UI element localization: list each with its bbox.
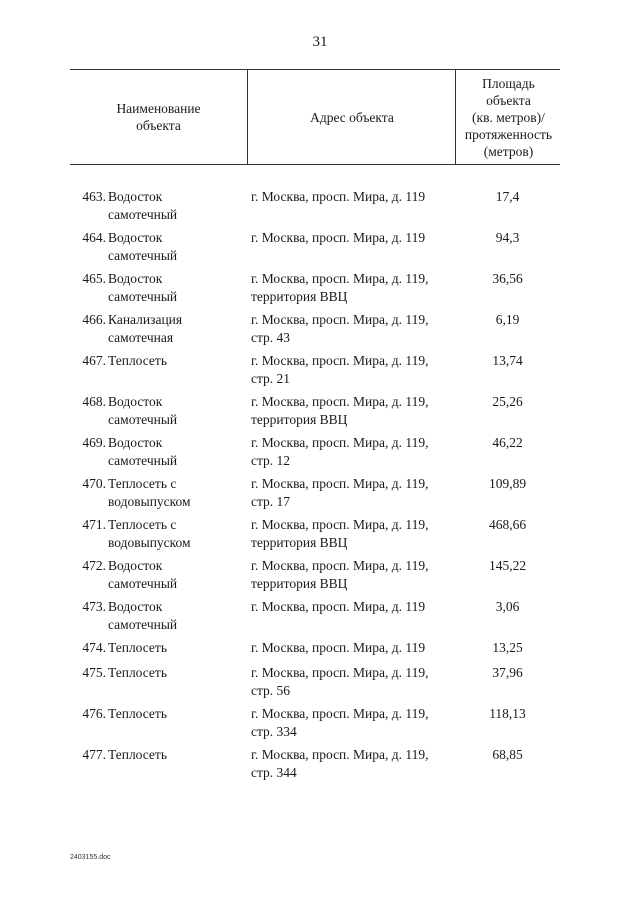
row-number: 472. (82, 558, 106, 573)
object-address: г. Москва, просп. Мира, д. 119 (251, 189, 426, 204)
row-number: 469. (82, 435, 106, 450)
object-value: 145,22 (488, 558, 527, 573)
object-name: Канализация самотечная (108, 312, 183, 345)
header-address-label: Адрес объекта (310, 109, 394, 125)
object-address: г. Москва, просп. Мира, д. 119, стр. 17 (251, 476, 429, 509)
object-value: 36,56 (492, 271, 523, 286)
object-name: Водосток самотечный (108, 435, 178, 468)
object-address: г. Москва, просп. Мира, д. 119 (251, 230, 426, 245)
object-value: 46,22 (492, 435, 523, 450)
object-name: Водосток самотечный (108, 271, 178, 304)
object-value: 6,19 (495, 312, 520, 327)
object-value: 68,85 (492, 747, 523, 762)
row-number: 466. (82, 312, 106, 327)
header-cell-value (455, 70, 561, 164)
row-number: 476. (82, 706, 106, 721)
object-name: Теплосеть (108, 640, 167, 655)
object-name: Водосток самотечный (108, 558, 178, 591)
row-number: 473. (82, 599, 106, 614)
object-name: Теплосеть (108, 747, 167, 762)
object-address: г. Москва, просп. Мира, д. 119, стр. 56 (251, 665, 429, 698)
object-address: г. Москва, просп. Мира, д. 119, стр. 344 (251, 747, 429, 780)
object-value: 109,89 (488, 476, 527, 491)
page-number: 31 (312, 34, 328, 50)
object-value: 17,4 (495, 189, 520, 204)
footer-doc-code: 2403155.doc (70, 854, 111, 861)
object-address: г. Москва, просп. Мира, д. 119, территория ВВЦ (251, 394, 429, 427)
object-value: 3,06 (495, 599, 520, 614)
object-address: г. Москва, просп. Мира, д. 119, стр. 12 (251, 435, 429, 468)
object-address: г. Москва, просп. Мира, д. 119, территория ВВЦ (251, 558, 429, 591)
object-address: г. Москва, просп. Мира, д. 119 (251, 599, 426, 614)
table-header (70, 69, 560, 165)
row-number: 465. (82, 271, 106, 286)
header-value-label: Площадь объекта (кв. метров)/ протяженность (метров) (464, 75, 553, 159)
object-name: Водосток самотечный (108, 189, 178, 222)
object-value: 118,13 (489, 706, 526, 721)
object-name: Водосток самотечный (108, 599, 178, 632)
object-name: Теплосеть с водовыпуском (108, 517, 191, 550)
row-number: 471. (82, 517, 106, 532)
object-name: Теплосеть (108, 353, 167, 368)
object-name: Теплосеть с водовыпуском (108, 476, 191, 509)
header-cell-name (70, 70, 247, 164)
object-name: Водосток самотечный (108, 394, 178, 427)
object-address: г. Москва, просп. Мира, д. 119, стр. 43 (251, 312, 429, 345)
object-value: 37,96 (492, 665, 523, 680)
object-name: Водосток самотечный (108, 230, 178, 263)
row-number: 474. (82, 640, 106, 655)
row-number: 470. (82, 476, 106, 491)
object-name: Теплосеть (108, 706, 167, 721)
object-address: г. Москва, просп. Мира, д. 119, стр. 334 (251, 706, 429, 739)
row-number: 475. (82, 665, 106, 680)
object-value: 13,74 (492, 353, 523, 368)
object-address: г. Москва, просп. Мира, д. 119, территория ВВЦ (251, 271, 429, 304)
row-number: 463. (82, 189, 106, 204)
header-name-label: Наименование объекта (116, 101, 201, 133)
row-number: 468. (82, 394, 106, 409)
object-name: Теплосеть (108, 665, 167, 680)
header-cell-address (247, 70, 456, 164)
object-value: 13,25 (492, 640, 523, 655)
row-number: 467. (82, 353, 106, 368)
object-value: 94,3 (495, 230, 520, 245)
object-address: г. Москва, просп. Мира, д. 119, стр. 21 (251, 353, 429, 386)
object-value: 468,66 (488, 517, 527, 532)
object-address: г. Москва, просп. Мира, д. 119 (251, 640, 426, 655)
row-number: 477. (82, 747, 106, 762)
row-number: 464. (82, 230, 106, 245)
object-address: г. Москва, просп. Мира, д. 119, территория ВВЦ (251, 517, 429, 550)
object-value: 25,26 (492, 394, 523, 409)
